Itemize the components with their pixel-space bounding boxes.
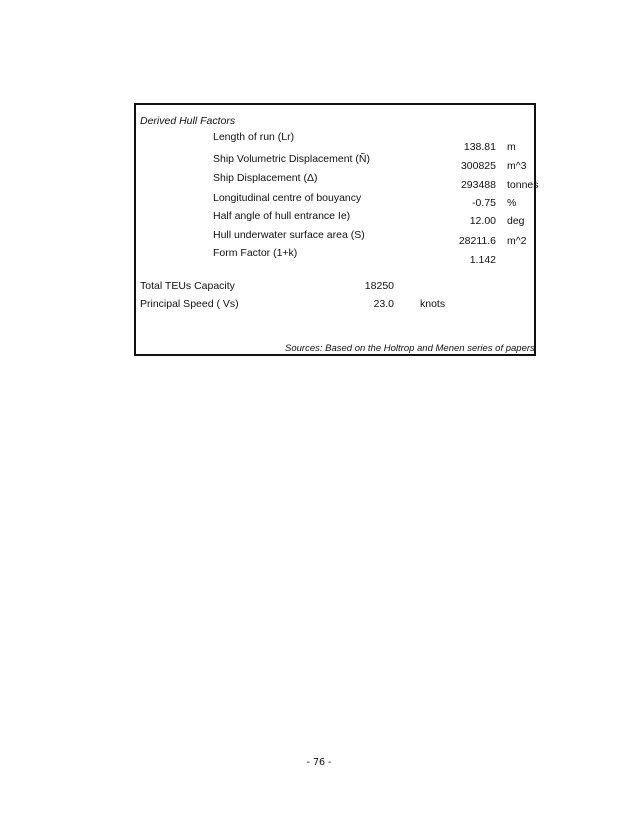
- factor-value-ship-displacement: 293488: [460, 179, 496, 191]
- speed-unit: knots: [420, 298, 446, 310]
- factor-unit-surface-area: m^2: [507, 235, 527, 247]
- factor-unit-half-angle: deg: [507, 215, 525, 227]
- factor-value-form-factor: 1.142: [469, 254, 496, 266]
- factor-value-volumetric-displacement: 300825: [460, 160, 496, 172]
- section-title: Derived Hull Factors: [140, 115, 236, 127]
- factor-unit-volumetric-displacement: m^3: [507, 160, 527, 172]
- factor-value-lcb: -0.75: [472, 197, 496, 209]
- factor-label-half-angle: Half angle of hull entrance Ie): [213, 210, 351, 222]
- capacity-label: Total TEUs Capacity: [140, 280, 235, 292]
- factor-label-ship-displacement: Ship Displacement (Δ): [213, 172, 318, 184]
- speed-value: 23.0: [373, 298, 394, 310]
- factor-label-volumetric-displacement: Ship Volumetric Displacement (Ñ): [213, 153, 370, 165]
- factor-value-length-of-run: 138.81: [463, 141, 496, 153]
- factor-unit-length-of-run: m: [507, 141, 516, 153]
- page-number: - 76 -: [306, 757, 332, 768]
- factor-value-surface-area: 28211.6: [458, 235, 496, 247]
- factor-label-length-of-run: Length of run (Lr): [213, 131, 295, 143]
- speed-label: Principal Speed ( Vs): [140, 298, 239, 310]
- factor-unit-lcb: %: [507, 197, 517, 209]
- factor-label-surface-area: Hull underwater surface area (S): [213, 229, 365, 241]
- sources-note: Sources: Based on the Holtrop and Menen series of papers: [285, 343, 535, 354]
- factor-unit-ship-displacement: tonnes: [507, 179, 539, 191]
- factor-label-lcb: Longitudinal centre of bouyancy: [213, 192, 362, 204]
- factor-label-form-factor: Form Factor (1+k): [213, 247, 298, 259]
- factor-value-half-angle: 12.00: [469, 215, 496, 227]
- capacity-value: 18250: [364, 280, 394, 292]
